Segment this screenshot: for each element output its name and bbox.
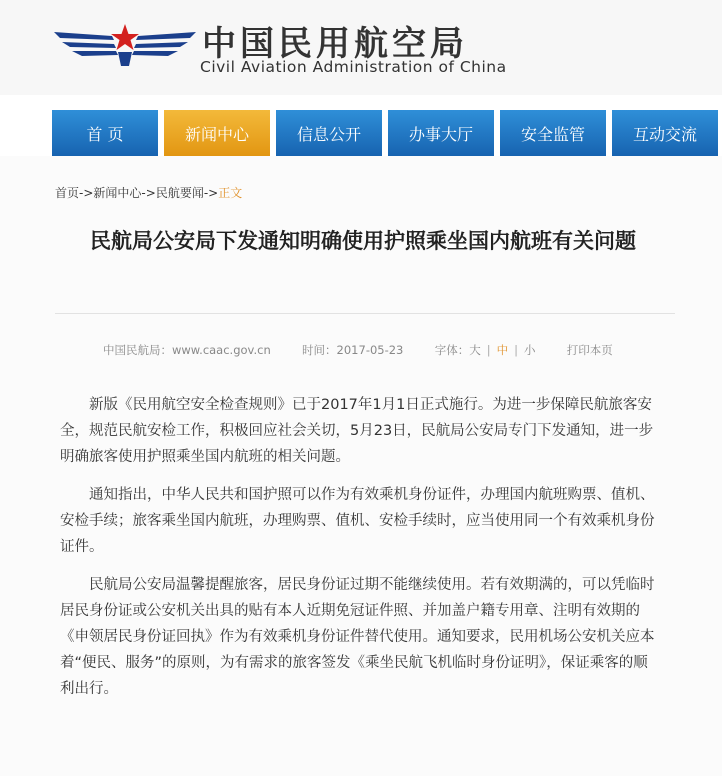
article-date: 时间：2017-05-23 [302,343,404,357]
breadcrumb-news-link[interactable]: 新闻中心 [93,186,142,200]
article-paragraph: 通知指出，中华人民共和国护照可以作为有效乘机身份证件，办理国内航班购票、值机、安检手续；旅客乘坐国内航班，办理购票、值机、安检手续时，应当使用同一个有效乘机身份证件。 [60,487,655,555]
nav-item-safety-supervision[interactable]: 安全监管 [500,110,606,156]
caac-logo-icon[interactable] [52,18,198,76]
font-size-label: 字体： [434,343,470,357]
breadcrumb-separator: -> [203,186,219,200]
article-title: 民航局公安局下发通知明确使用护照乘坐国内航班有关问题 [90,229,636,253]
font-size-medium-button[interactable]: 中 [496,343,509,357]
print-page-link[interactable]: 打印本页 [566,343,613,357]
breadcrumb-separator: -> [79,186,94,200]
article-body [60,392,660,714]
nav-item-service-hall[interactable]: 办事大厅 [388,110,494,156]
title-divider [55,313,675,314]
article-paragraph: 民航局公安局温馨提醒旅客，居民身份证过期不能继续使用。若有效期满的，可以凭临时居民身份证或公安机关出具的贴有本人近期免冠证件照、并加盖户籍专用章、注明有效期的《申领居民身份证回执》作为有效乘机身份证件替代使用。通知要求，民用机场公安机关应本着“便民、服务”的原则，为有需求的旅客签发《乘坐民航飞机临时身份证明》，保证乘客的顺利出行。 [60,577,655,697]
breadcrumb [55,184,242,201]
breadcrumb-home-link[interactable]: 首页 [55,186,80,200]
nav-item-interaction[interactable]: 互动交流 [612,110,718,156]
nav-item-info-disclosure[interactable]: 信息公开 [276,110,382,156]
main-nav [52,110,718,156]
breadcrumb-current: 正文 [218,186,243,200]
org-name-english: Civil Aviation Administration of China [200,58,507,76]
nav-item-home[interactable]: 首 页 [52,110,158,156]
article-paragraph: 新版《民用航空安全检查规则》已于2017年1月1日正式施行。为进一步保障民航旅客安全，规范民航安检工作，积极回应社会关切，5月23日，民航局公安局专门下发通知，进一步明确旅客使用护照乘坐国内航班的相关问题。 [60,397,654,465]
article-source: 中国民航局：www.caac.gov.cn [103,343,271,357]
org-name-chinese: 中国民用航空局 [202,24,468,64]
article-meta: 中国民航局：www.caac.gov.cn 时间：2017-05-23 字体：大 | 中 | 小 打印本页 [103,343,613,357]
breadcrumb-section-link[interactable]: 民航要闻 [155,186,204,200]
font-size-large-button[interactable]: 大 [469,343,481,357]
breadcrumb-separator: -> [141,186,156,200]
font-size-small-button[interactable]: 小 [523,343,536,357]
site-header [0,0,722,95]
nav-item-news-center[interactable]: 新闻中心 [164,110,270,156]
